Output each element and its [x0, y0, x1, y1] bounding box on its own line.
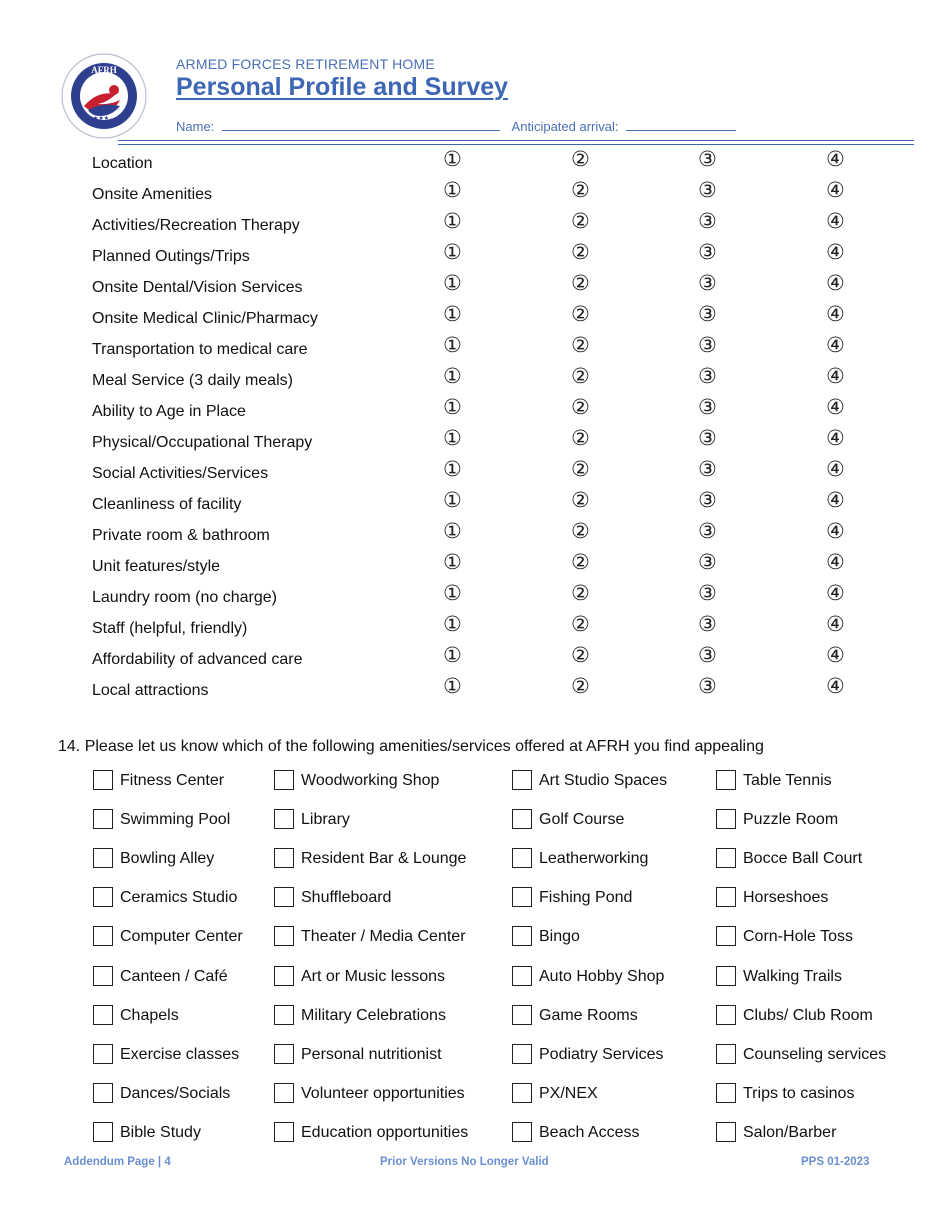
amenity-label: Table Tennis	[743, 772, 832, 789]
rating-option-3[interactable]: ③	[698, 457, 717, 481]
rating-option-4[interactable]: ④	[826, 364, 845, 388]
rating-option-3[interactable]: ③	[698, 302, 717, 326]
rating-row-label: Physical/Occupational Therapy	[92, 434, 313, 451]
rating-option-4[interactable]: ④	[826, 395, 845, 419]
rating-option-2[interactable]: ②	[571, 178, 590, 202]
name-arrival-row	[176, 119, 736, 134]
header-divider	[118, 140, 914, 141]
rating-option-3[interactable]: ③	[698, 643, 717, 667]
checkbox[interactable]	[716, 848, 736, 868]
rating-option-2[interactable]: ②	[571, 209, 590, 233]
amenity-label: Leatherworking	[539, 850, 649, 868]
rating-option-3[interactable]: ③	[698, 426, 717, 450]
checkbox[interactable]	[274, 1122, 294, 1142]
checkbox[interactable]	[93, 926, 113, 946]
rating-option-1[interactable]: ①	[443, 674, 462, 698]
question-14: 14. Please let us know which of the following amenities/services offered at AFRH you find appealing	[58, 738, 764, 755]
rating-option-2[interactable]: ②	[571, 674, 590, 698]
rating-option-3[interactable]: ③	[698, 395, 717, 419]
rating-row-social-activities-services	[0, 457, 950, 488]
rating-option-4[interactable]: ④	[826, 612, 845, 636]
rating-option-4[interactable]: ④	[826, 302, 845, 326]
checkbox[interactable]	[274, 1044, 294, 1064]
rating-option-1[interactable]: ①	[443, 426, 462, 450]
rating-row-label: Ability to Age in Place	[92, 403, 246, 420]
amenity-label: Counseling services	[743, 1045, 887, 1063]
rating-option-4[interactable]: ④	[826, 271, 845, 295]
rating-option-3[interactable]: ③	[698, 364, 717, 388]
svg-text:AFRH: AFRH	[91, 65, 117, 75]
checkbox[interactable]	[716, 1044, 736, 1064]
amenity-label: Chapels	[120, 1006, 179, 1024]
rating-option-3[interactable]: ③	[698, 240, 717, 264]
footer-version-note: Prior Versions No Longer Valid	[380, 1156, 549, 1168]
page-title: Personal Profile and Survey	[176, 73, 509, 101]
rating-option-3[interactable]: ③	[698, 271, 717, 295]
rating-row-physical-occupational-therapy	[0, 426, 950, 457]
checkbox[interactable]	[93, 966, 113, 986]
amenity-label: Bible Study	[120, 1123, 201, 1141]
rating-row-label: Social Activities/Services	[92, 465, 269, 482]
rating-option-2[interactable]: ②	[571, 457, 590, 481]
rating-option-4[interactable]: ④	[826, 240, 845, 264]
amenity-label: Military Celebrations	[301, 1006, 446, 1024]
rating-option-1[interactable]: ①	[443, 147, 462, 171]
rating-option-1[interactable]: ①	[443, 612, 462, 636]
rating-row-label: Location	[92, 155, 153, 172]
rating-row-label: Affordability of advanced care	[92, 651, 303, 668]
checkbox[interactable]	[716, 809, 736, 829]
amenity-label: Exercise classes	[120, 1045, 240, 1063]
checkbox[interactable]	[716, 1083, 736, 1103]
rating-option-4[interactable]: ④	[826, 674, 845, 698]
rating-row-affordability-of-advanced-care	[0, 643, 950, 674]
svg-text:★★★: ★★★	[93, 115, 110, 122]
afrh-seal-icon	[58, 50, 168, 146]
checkbox[interactable]	[512, 1083, 532, 1103]
rating-option-2[interactable]: ②	[571, 240, 590, 264]
rating-row-label: Activities/Recreation Therapy	[92, 217, 300, 234]
rating-option-4[interactable]: ④	[826, 488, 845, 512]
amenity-label: Golf Course	[539, 811, 625, 829]
checkbox[interactable]	[512, 887, 532, 907]
rating-option-1[interactable]: ①	[443, 581, 462, 605]
rating-option-2[interactable]: ②	[571, 426, 590, 450]
rating-option-1[interactable]: ①	[443, 550, 462, 574]
checkbox[interactable]	[512, 848, 532, 868]
rating-option-3[interactable]: ③	[698, 488, 717, 512]
rating-option-1[interactable]: ①	[443, 271, 462, 295]
checkbox[interactable]	[274, 809, 294, 829]
rating-option-1[interactable]: ①	[443, 395, 462, 419]
rating-option-4[interactable]: ④	[826, 457, 845, 481]
rating-option-4[interactable]: ④	[826, 333, 845, 357]
checkbox[interactable]	[274, 1005, 294, 1025]
checkbox[interactable]	[93, 1083, 113, 1103]
amenity-label: Fishing Pond	[539, 889, 633, 907]
rating-option-1[interactable]: ①	[443, 643, 462, 667]
amenity-label: Puzzle Room	[743, 811, 839, 829]
rating-option-1[interactable]: ①	[443, 240, 462, 264]
rating-row-label: Private room & bathroom	[92, 527, 270, 544]
rating-option-1[interactable]: ①	[443, 209, 462, 233]
rating-row-label: Laundry room (no charge)	[92, 589, 277, 606]
amenity-label: Corn-Hole Toss	[743, 928, 853, 946]
checkbox[interactable]	[512, 926, 532, 946]
checkbox[interactable]	[274, 887, 294, 907]
name-input-line[interactable]	[222, 119, 500, 131]
rating-option-4[interactable]: ④	[826, 178, 845, 202]
rating-row-label: Cleanliness of facility	[92, 496, 242, 513]
arrival-input-line[interactable]	[626, 119, 736, 131]
rating-option-2[interactable]: ②	[571, 643, 590, 667]
rating-option-4[interactable]: ④	[826, 643, 845, 667]
arrival-label: Anticipated arrival:	[511, 119, 619, 134]
rating-option-2[interactable]: ②	[571, 488, 590, 512]
rating-option-2[interactable]: ②	[571, 581, 590, 605]
amenity-label: Beach Access	[539, 1123, 640, 1141]
amenity-label: Horseshoes	[743, 889, 829, 907]
rating-option-4[interactable]: ④	[826, 147, 845, 171]
rating-option-4[interactable]: ④	[826, 209, 845, 233]
checkbox[interactable]	[274, 770, 294, 790]
checkbox[interactable]	[512, 1122, 532, 1142]
amenity-label: Podiatry Services	[539, 1045, 664, 1063]
amenity-label: Bingo	[539, 928, 580, 946]
amenity-label: Salon/Barber	[743, 1123, 837, 1141]
checkbox[interactable]	[716, 887, 736, 907]
rating-row-label: Staff (helpful, friendly)	[92, 620, 248, 637]
checkbox[interactable]	[93, 1005, 113, 1025]
rating-option-3[interactable]: ③	[698, 581, 717, 605]
rating-option-1[interactable]: ①	[443, 178, 462, 202]
amenity-label: Computer Center	[120, 928, 243, 946]
organization-name: ARMED FORCES RETIREMENT HOME	[176, 56, 435, 72]
rating-row-label: Unit features/style	[92, 558, 221, 575]
checkbox[interactable]	[512, 1044, 532, 1064]
rating-row-ability-to-age-in-place	[0, 395, 950, 426]
checkbox[interactable]	[512, 1005, 532, 1025]
rating-row-location	[0, 147, 950, 178]
rating-row-laundry-room-no-charge	[0, 581, 950, 612]
footer-form-code: PPS 01-2023	[801, 1156, 870, 1168]
rating-option-2[interactable]: ②	[571, 519, 590, 543]
rating-option-2[interactable]: ②	[571, 612, 590, 636]
rating-option-3[interactable]: ③	[698, 674, 717, 698]
checkbox[interactable]	[93, 1044, 113, 1064]
rating-row-transportation-to-medical-care	[0, 333, 950, 364]
rating-option-1[interactable]: ①	[443, 457, 462, 481]
checkbox[interactable]	[93, 848, 113, 868]
rating-row-private-room-bathroom	[0, 519, 950, 550]
amenity-label: Trips to casinos	[743, 1084, 855, 1102]
checkbox[interactable]	[93, 887, 113, 907]
rating-option-4[interactable]: ④	[826, 550, 845, 574]
amenity-label: Education opportunities	[301, 1123, 469, 1141]
amenity-label: Library	[301, 811, 350, 829]
rating-row-unit-features-style	[0, 550, 950, 581]
rating-row-planned-outings-trips	[0, 240, 950, 271]
rating-row-label: Transportation to medical care	[92, 341, 308, 358]
checkbox[interactable]	[716, 926, 736, 946]
rating-option-4[interactable]: ④	[826, 426, 845, 450]
rating-row-label: Onsite Medical Clinic/Pharmacy	[92, 310, 318, 327]
checkbox[interactable]	[274, 926, 294, 946]
checkbox[interactable]	[93, 1122, 113, 1142]
rating-option-2[interactable]: ②	[571, 271, 590, 295]
rating-option-2[interactable]: ②	[571, 302, 590, 326]
rating-option-2[interactable]: ②	[571, 147, 590, 171]
checkbox[interactable]	[716, 1005, 736, 1025]
rating-option-3[interactable]: ③	[698, 519, 717, 543]
checkbox[interactable]	[512, 966, 532, 986]
rating-row-label: Meal Service (3 daily meals)	[92, 372, 293, 389]
amenity-label: Dances/Socials	[120, 1084, 231, 1102]
checkbox[interactable]	[274, 848, 294, 868]
rating-row-activities-recreation-therapy	[0, 209, 950, 240]
amenity-label: Resident Bar & Lounge	[301, 850, 467, 868]
amenity-label: Canteen / Café	[120, 967, 228, 985]
amenity-label: Ceramics Studio	[120, 889, 238, 907]
checkbox[interactable]	[716, 1122, 736, 1142]
afrh-logo	[58, 50, 168, 146]
name-label: Name:	[176, 119, 215, 134]
rating-row-staff-helpful-friendly	[0, 612, 950, 643]
checkbox[interactable]	[716, 966, 736, 986]
rating-option-3[interactable]: ③	[698, 178, 717, 202]
amenity-label: Theater / Media Center	[301, 928, 466, 946]
amenity-label: Walking Trails	[743, 967, 842, 985]
rating-option-3[interactable]: ③	[698, 333, 717, 357]
rating-option-1[interactable]: ①	[443, 488, 462, 512]
amenity-label: Game Rooms	[539, 1006, 638, 1024]
rating-option-2[interactable]: ②	[571, 333, 590, 357]
rating-option-3[interactable]: ③	[698, 147, 717, 171]
checkbox[interactable]	[93, 770, 113, 790]
rating-row-label: Local attractions	[92, 682, 209, 699]
amenity-label: Bocce Ball Court	[743, 850, 863, 868]
amenity-label: Art Studio Spaces	[539, 772, 668, 789]
rating-option-2[interactable]: ②	[571, 550, 590, 574]
rating-row-onsite-dental-vision-services	[0, 271, 950, 302]
checkbox[interactable]	[512, 770, 532, 790]
rating-option-2[interactable]: ②	[571, 364, 590, 388]
header-divider-thin	[118, 144, 914, 145]
rating-option-2[interactable]: ②	[571, 395, 590, 419]
footer-page: Addendum Page | 4	[64, 1156, 171, 1168]
rating-option-3[interactable]: ③	[698, 612, 717, 636]
checkbox[interactable]	[512, 809, 532, 829]
amenity-label: Swimming Pool	[120, 811, 231, 829]
rating-option-1[interactable]: ①	[443, 364, 462, 388]
rating-row-onsite-amenities	[0, 178, 950, 209]
rating-option-3[interactable]: ③	[698, 209, 717, 233]
checkbox[interactable]	[274, 1083, 294, 1103]
checkbox[interactable]	[716, 770, 736, 790]
rating-row-label: Planned Outings/Trips	[92, 248, 250, 265]
rating-row-local-attractions	[0, 674, 950, 705]
rating-row-meal-service-3-daily-meals	[0, 364, 950, 395]
amenity-label: Auto Hobby Shop	[539, 967, 665, 985]
amenity-label: Bowling Alley	[120, 850, 215, 868]
amenity-label: Shuffleboard	[301, 889, 392, 907]
amenity-label: Volunteer opportunities	[301, 1084, 465, 1102]
checkbox[interactable]	[93, 809, 113, 829]
rating-option-1[interactable]: ①	[443, 333, 462, 357]
rating-option-4[interactable]: ④	[826, 519, 845, 543]
rating-option-1[interactable]: ①	[443, 519, 462, 543]
amenity-label: Woodworking Shop	[301, 772, 440, 789]
amenity-label: Clubs/ Club Room	[743, 1006, 873, 1024]
rating-row-onsite-medical-clinic-pharmacy	[0, 302, 950, 333]
rating-row-cleanliness-of-facility	[0, 488, 950, 519]
rating-option-3[interactable]: ③	[698, 550, 717, 574]
rating-row-label: Onsite Dental/Vision Services	[92, 279, 303, 296]
amenity-label: PX/NEX	[539, 1084, 598, 1102]
amenity-label: Art or Music lessons	[301, 967, 446, 985]
amenity-label: Personal nutritionist	[301, 1045, 442, 1063]
rating-option-4[interactable]: ④	[826, 581, 845, 605]
rating-row-label: Onsite Amenities	[92, 186, 213, 203]
rating-option-1[interactable]: ①	[443, 302, 462, 326]
checkbox[interactable]	[274, 966, 294, 986]
amenity-label: Fitness Center	[120, 772, 225, 789]
